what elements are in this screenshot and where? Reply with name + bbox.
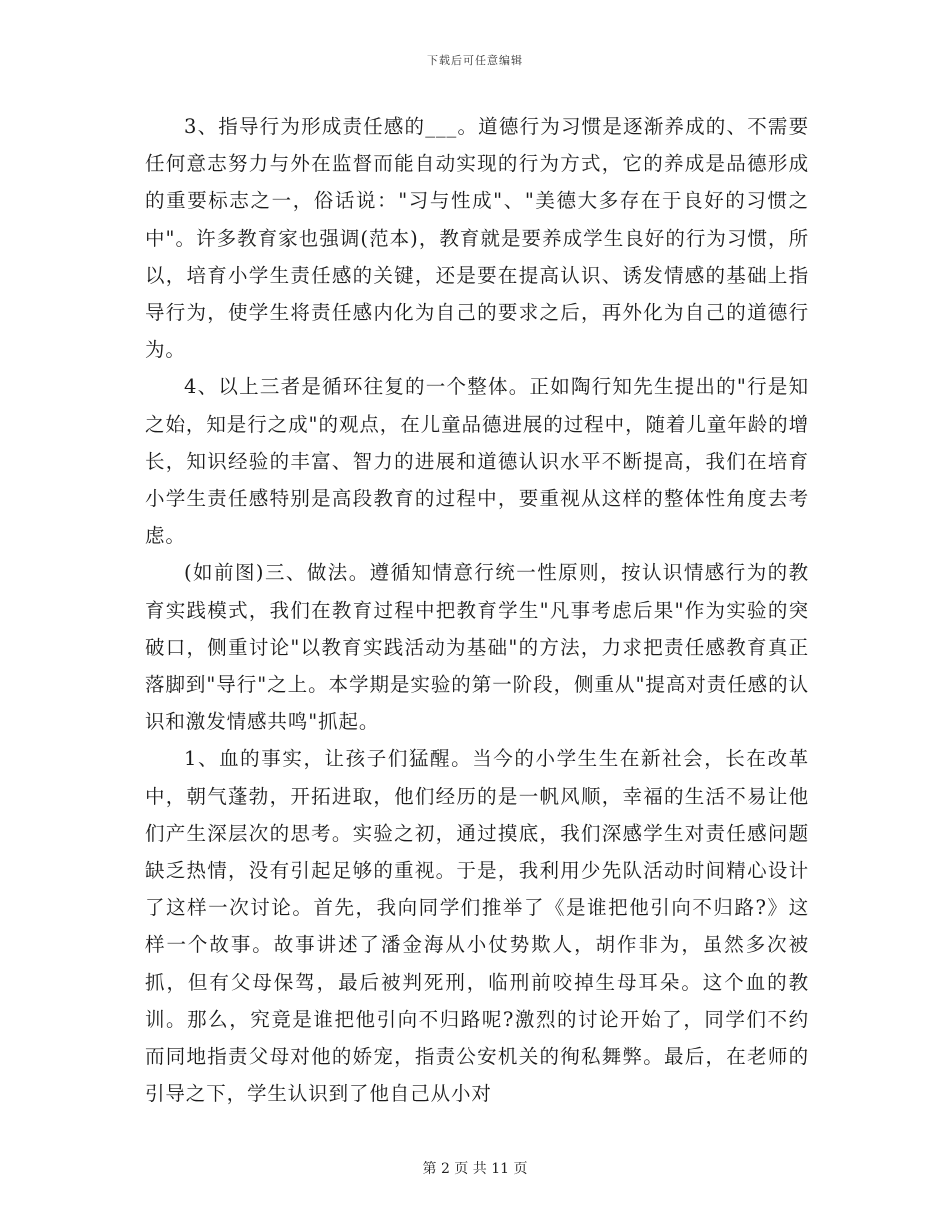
paragraph-methods: (如前图)三、做法。遵循知情意行统一性原则，按认识情感行为的教育实践模式，我们在教育过程中把教育学生"凡事考虑后果"作为实验的突破口，侧重讨论"以教育实践活动为基础"的方法，力求把责任感教育真正落脚到"导行"之上。本学期是实验的第一阶段，侧重从"提高对责任感的认识和激发情感共鸣"抓起。 bbox=[145, 561, 809, 734]
paragraph-1-blood-facts: 1、血的事实，让孩子们猛醒。当今的小学生生在新社会，长在改革中，朝气蓬勃，开拓进取，他们经历的是一帆风顺，幸福的生活不易让他们产生深层次的思考。实验之初，通过摸底，我们深感学生对责任感问题缺乏热情，没有引起足够的重视。于是，我利用少先队活动时间精心设计了这样一次讨论。首先，我向同学们推举了《是谁把他引向不归路?》这样一个故事。故事讲述了潘金海从小仗势欺人，胡作非为，虽然多次被抓，但有父母保驾，最后被判死刑，临刑前咬掉生母耳朵。这个血的教训。那么，究竟是谁把他引向不归路呢?激烈的讨论开始了，同学们不约而同地指责父母对他的娇宠，指责公安机关的徇私舞弊。最后，在老师的引导之下，学生认识到了他自己从小对 bbox=[145, 747, 809, 1106]
document-body bbox=[145, 108, 809, 1112]
paragraph-3-guide-behavior: 3、指导行为形成责任感的___。道德行为习惯是逐渐养成的、不需要任何意志努力与外在监督而能自动实现的行为方式，它的养成是品德形成的重要标志之一，俗话说："习与性成"、"美德大多存在于良好的习惯之中"。许多教育家也强调(范本)，教育就是要养成学生良好的行为习惯，所以，培育小学生责任感的关键，还是要在提高认识、诱发情感的基础上指导行为，使学生将责任感内化为自己的要求之后，再外化为自己的道德行为。 bbox=[145, 115, 809, 362]
paragraph-4-cycle-whole: 4、以上三者是循环往复的一个整体。正如陶行知先生提出的"行是知之始，知是行之成"的观点，在儿童品德进展的过程中，随着儿童年龄的增长，知识经验的丰富、智力的进展和道德认识水平不断提高，我们在培育小学生责任感特别是高段教育的过程中，要重视从这样的整体性角度去考虑。 bbox=[145, 375, 809, 548]
page-header-note: 下载后可任意编辑 bbox=[427, 54, 523, 67]
page-number-footer: 第 2 页 共 11 页 bbox=[422, 1161, 528, 1177]
